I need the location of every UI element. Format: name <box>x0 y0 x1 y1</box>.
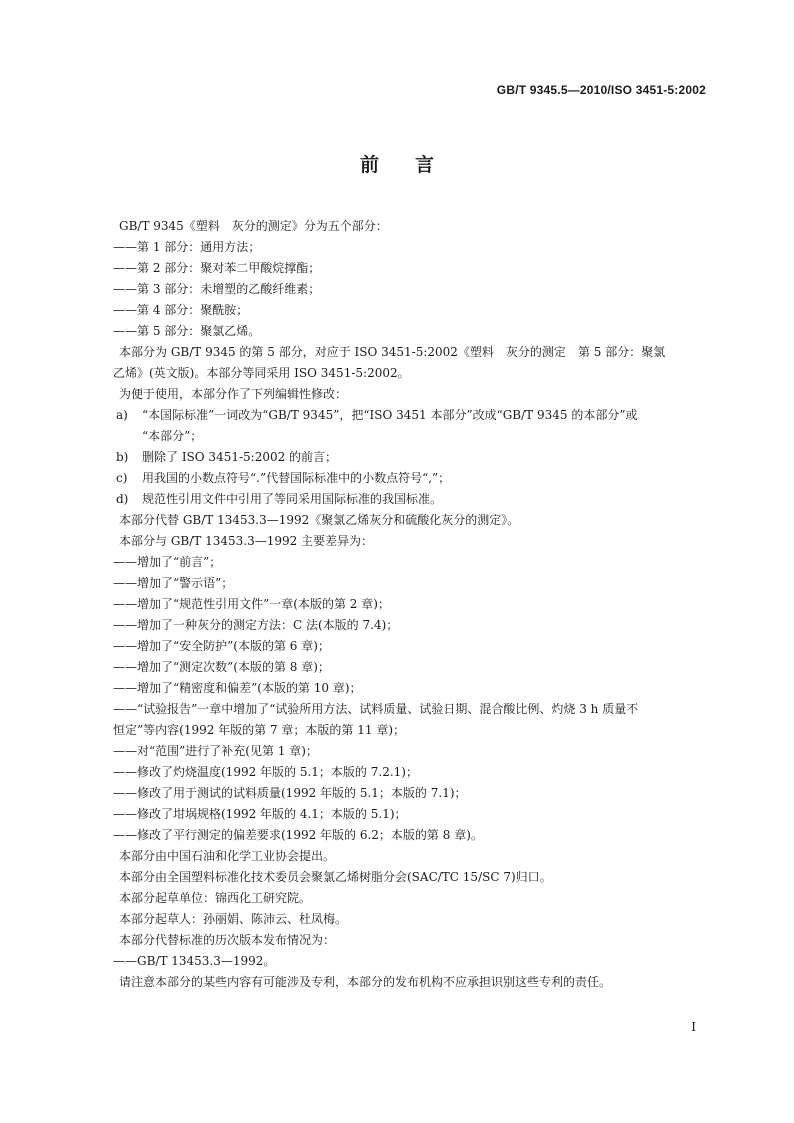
committee-paragraph: 本部分由全国塑料标准化技术委员会聚氯乙烯树脂分会(SAC/TC 15/SC 7)归口。 <box>119 870 552 884</box>
difference-item-long-line1: ——“试验报告”一章中增加了“试验所用方法、试料质量、试验日期、混合酸比例、灼烧 3 h 质量不 <box>113 702 639 716</box>
part-list-item: ——第 1 部分：通用方法； <box>113 240 261 254</box>
difference-item: ——修改了灼烧温度(1992 年版的 5.1；本版的 7.2.1)； <box>113 765 418 779</box>
edit-item-text: 规范性引用文件中引用了等同采用国际标准的我国标准。 <box>142 492 443 506</box>
part-list-item: ——第 2 部分：聚对苯二甲酸烷撑酯； <box>113 261 321 275</box>
foreword-body <box>113 216 708 993</box>
difference-item: ——增加了“安全防护”(本版的第 6 章)； <box>113 639 330 653</box>
edit-item-indent <box>116 426 142 447</box>
difference-item: ——增加了“精密度和偏差”(本版的第 10 章)； <box>113 681 362 695</box>
standard-code-header: GB/T 9345.5—2010/ISO 3451-5:2002 <box>496 83 706 97</box>
edit-item-a-continuation <box>116 426 708 447</box>
edit-item-marker: a) <box>116 408 128 422</box>
difference-item: ——对“范围”进行了补充(见第 1 章)； <box>113 744 318 758</box>
difference-item-long-line2: 恒定”等内容(1992 年版的第 7 章；本版的第 11 章)； <box>113 723 406 737</box>
edit-item-c <box>116 468 708 489</box>
edit-item-text-cont: “本部分”； <box>142 429 203 443</box>
difference-item: ——修改了坩埚规格(1992 年版的 4.1；本版的 5.1)； <box>113 807 407 821</box>
edit-item-marker: b) <box>116 450 129 464</box>
difference-item: ——增加了一种灰分的测定方法：C 法(本版的 7.4)； <box>113 618 399 632</box>
page-title: 前言 <box>359 154 470 176</box>
edit-item-text: “本国际标准”一词改为“GB/T 9345”，把“ISO 3451 本部分”改成“GB/T 9345 的本部分”或 <box>142 408 638 422</box>
difference-item: ——增加了“规范性引用文件”一章(本版的第 2 章)； <box>113 597 390 611</box>
history-item: ——GB/T 13453.3—1992。 <box>113 954 276 968</box>
correspondence-paragraph-line1: 本部分为 GB/T 9345 的第 5 部分，对应于 ISO 3451-5:2002《塑料 灰分的测定 第 5 部分：聚氯 <box>119 345 666 359</box>
difference-item: ——增加了“前言”； <box>113 555 222 569</box>
drafting-unit-paragraph: 本部分起草单位：锦西化工研究院。 <box>119 891 312 905</box>
page-number: I <box>691 1020 696 1034</box>
edit-item-d <box>116 489 708 510</box>
part-list-item: ——第 5 部分：聚氯乙烯。 <box>113 324 261 338</box>
edit-item-b <box>116 447 708 468</box>
edit-item-marker: c) <box>116 471 128 485</box>
edit-item-text: 删除了 ISO 3451-5:2002 的前言； <box>142 450 338 464</box>
differences-intro: 本部分与 GB/T 13453.3—1992 主要差异为： <box>119 534 374 548</box>
edit-item-text: 用我国的小数点符号“.”代替国际标准中的小数点符号“,”； <box>142 471 451 485</box>
difference-item: ——增加了“警示语”； <box>113 576 234 590</box>
edit-item-a <box>116 405 708 426</box>
proposer-paragraph: 本部分由中国石油和化学工业协会提出。 <box>119 849 336 863</box>
patent-notice-paragraph: 请注意本部分的某些内容有可能涉及专利，本部分的发布机构不应承担识别这些专利的责任。 <box>119 975 612 989</box>
difference-item: ——修改了平行测定的偏差要求(1992 年版的 6.2；本版的第 8 章)。 <box>113 828 483 842</box>
difference-item: ——修改了用于测试的试料质量(1992 年版的 5.1；本版的 7.1)； <box>113 786 467 800</box>
edit-intro-paragraph: 为便于使用，本部分作了下列编辑性修改： <box>119 387 348 401</box>
part-list-item: ——第 4 部分：聚酰胺； <box>113 303 249 317</box>
part-list-item: ——第 3 部分：未增塑的乙酸纤维素； <box>113 282 321 296</box>
difference-item: ——增加了“测定次数”(本版的第 8 章)； <box>113 660 330 674</box>
replacement-paragraph: 本部分代替 GB/T 13453.3—1992《聚氯乙烯灰分和硫酸化灰分的测定》。 <box>119 513 520 527</box>
history-intro-paragraph: 本部分代替标准的历次版本发布情况为： <box>119 933 336 947</box>
drafters-paragraph: 本部分起草人：孙丽娟、陈沛云、杜凤梅。 <box>119 912 348 926</box>
intro-paragraph: GB/T 9345《塑料 灰分的测定》分为五个部分： <box>119 219 388 233</box>
correspondence-paragraph-line2: 乙烯》(英文版)。本部分等同采用 ISO 3451-5:2002。 <box>113 366 410 380</box>
edit-item-marker: d) <box>116 492 129 506</box>
